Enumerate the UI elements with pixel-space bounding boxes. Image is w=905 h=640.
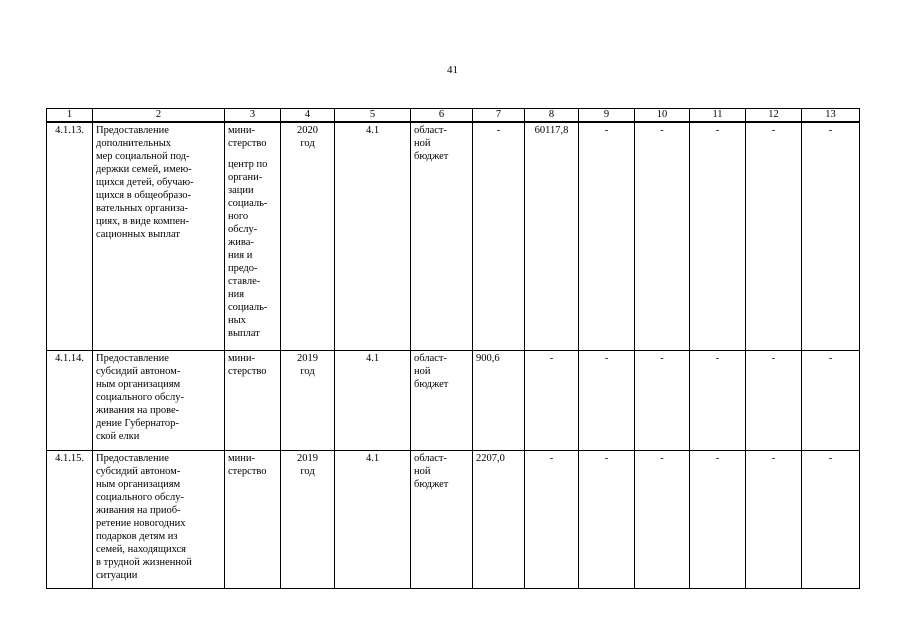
row-value-12: - <box>746 122 802 350</box>
row-funding-source: област- ной бюджет <box>411 350 473 450</box>
page-number: 41 <box>447 64 458 76</box>
row-value-13: - <box>802 122 860 350</box>
row-funding-source: област- ной бюджет <box>411 450 473 588</box>
column-header: 6 <box>411 109 473 123</box>
row-value-10: - <box>635 350 690 450</box>
column-header: 13 <box>802 109 860 123</box>
column-header: 9 <box>579 109 635 123</box>
column-header: 10 <box>635 109 690 123</box>
row-value-11: - <box>690 350 746 450</box>
row-value-9: - <box>579 450 635 588</box>
row-value-8: - <box>525 450 579 588</box>
row-value-9: - <box>579 350 635 450</box>
row-value-8: - <box>525 350 579 450</box>
row-code: 4.1 <box>335 122 411 350</box>
row-value-12: - <box>746 350 802 450</box>
row-value-9: - <box>579 122 635 350</box>
column-header: 7 <box>473 109 525 123</box>
row-description: Предоставление субсидий автоном- ным организациям социального обслу- живания на прове- дение Губернатор- ской елки <box>93 350 225 450</box>
row-id: 4.1.14. <box>47 350 93 450</box>
table-row <box>47 122 860 350</box>
row-executor: мини- стерство <box>225 450 281 588</box>
row-funding-source: област- ной бюджет <box>411 122 473 350</box>
row-value-7: - <box>473 122 525 350</box>
row-executor: мини- стерство <box>225 350 281 450</box>
row-id: 4.1.13. <box>47 122 93 350</box>
column-header: 1 <box>47 109 93 123</box>
column-header: 12 <box>746 109 802 123</box>
column-header: 8 <box>525 109 579 123</box>
row-value-13: - <box>802 350 860 450</box>
row-description: Предоставление дополнительных мер социальной под- держки семей, имею- щихся детей, обучаю- щихся в общеобразо- вательных организа- циях, в виде компен- сационных выплат <box>93 122 225 350</box>
table-row <box>47 350 860 450</box>
row-id: 4.1.15. <box>47 450 93 588</box>
row-value-13: - <box>802 450 860 588</box>
row-year: 2019 год <box>281 450 335 588</box>
column-header: 11 <box>690 109 746 123</box>
row-code: 4.1 <box>335 350 411 450</box>
column-header: 2 <box>93 109 225 123</box>
row-value-11: - <box>690 122 746 350</box>
row-year: 2019 год <box>281 350 335 450</box>
row-value-12: - <box>746 450 802 588</box>
column-header: 5 <box>335 109 411 123</box>
budget-table <box>46 108 860 589</box>
row-year: 2020 год <box>281 122 335 350</box>
row-executor: мини- стерство центр по органи- зации социаль- ного обслу- жива- ния и предо- ставле- ния социаль- ных выплат <box>225 122 281 350</box>
table-row <box>47 450 860 588</box>
row-value-7: 900,6 <box>473 350 525 450</box>
column-header: 3 <box>225 109 281 123</box>
column-header: 4 <box>281 109 335 123</box>
row-value-10: - <box>635 122 690 350</box>
row-value-8: 60117,8 <box>525 122 579 350</box>
table-header-row <box>47 109 860 123</box>
row-description: Предоставление субсидий автоном- ным организациям социального обслу- живания на приоб- ретение новогодних подарков детям из семей, находящихся в трудной жизненной ситуации <box>93 450 225 588</box>
row-value-11: - <box>690 450 746 588</box>
row-value-7: 2207,0 <box>473 450 525 588</box>
row-value-10: - <box>635 450 690 588</box>
row-code: 4.1 <box>335 450 411 588</box>
